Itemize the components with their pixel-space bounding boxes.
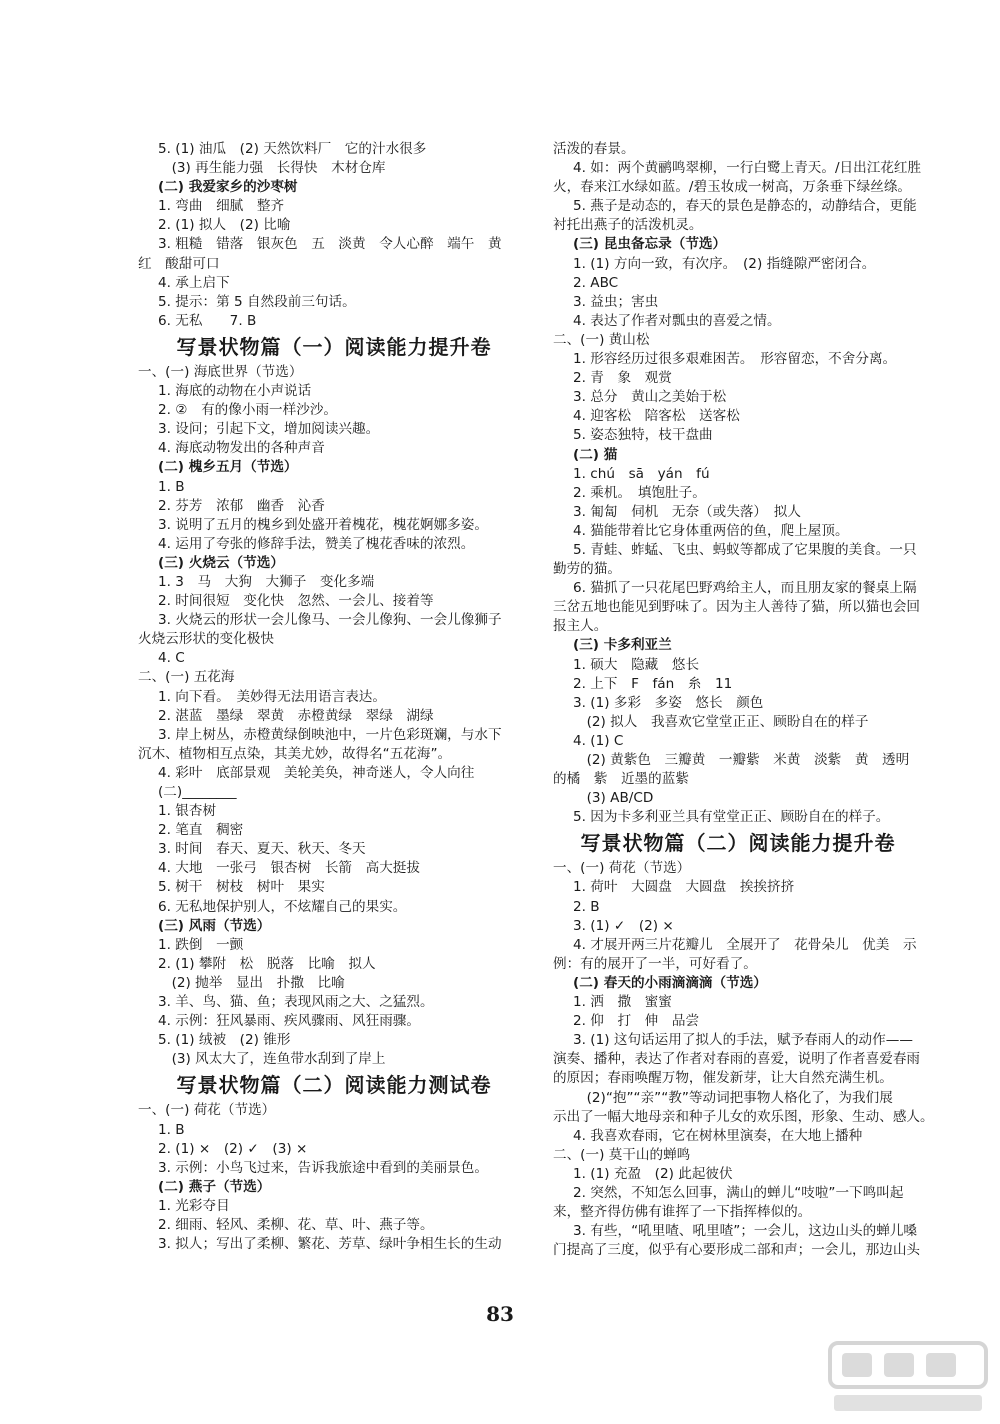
answer-line: 3. 匍匐 伺机 无奈（或失落） 拟人 <box>573 503 801 520</box>
answer-line: 4. 示例：狂风暴雨、疾风骤雨、风狂雨骤。 <box>158 1013 420 1030</box>
section-title: 写景状物篇（二）阅读能力测试卷 <box>176 1073 492 1098</box>
answer-line: 1. chú sā yán fú <box>573 465 710 482</box>
answer-line: (2)“抱”“亲”“教”等动词把事物人格化了，为我们展 <box>573 1089 893 1106</box>
answer-line: 2. (1) × (2) ✓ (3) × <box>158 1140 308 1157</box>
answer-line: 4. 迎客松 陪客松 送客松 <box>573 408 740 425</box>
answer-line: (3) 再生能力强 长得快 木材仓库 <box>158 160 386 177</box>
answer-line: 2. 芬芳 浓郁 幽香 沁香 <box>158 497 325 514</box>
answer-line: 3. 拟人；写出了柔柳、繁花、芳草、绿叶争相生长的生动 <box>158 1236 502 1253</box>
section-heading: 一、(一) 荷花（节选） <box>138 1102 276 1119</box>
answer-line: 沉木、植物相互点染，其美尤妙，故得名“五花海”。 <box>138 745 452 762</box>
answer-line: 2. B <box>573 898 600 915</box>
answer-line: 4. C <box>158 650 185 667</box>
section-heading: 二、(一) 五花海 <box>138 669 235 686</box>
answer-line: 1. 银杏树 <box>158 803 217 820</box>
answer-line: 活泼的春景。 <box>553 141 635 157</box>
answer-line: 火烧云形状的变化极快 <box>138 631 274 648</box>
section-heading: (三) 风雨（节选） <box>158 917 271 934</box>
answer-line: 5. 青蛙、蚱蜢、飞虫、蚂蚁等都成了它果腹的美食。一只 <box>573 541 917 558</box>
answer-line: 3. 粗糙 错落 银灰色 五 淡黄 令人心醉 端午 黄 <box>158 236 502 253</box>
answer-line: 4. 承上启下 <box>158 274 230 291</box>
answer-line: 4. 表达了作者对瓢虫的喜爱之情。 <box>573 312 781 329</box>
answer-line: 3. (1) ✓ (2) × <box>573 917 674 934</box>
answer-line: 4. 我喜欢春雨，它在树林里演奏，在大地上播种 <box>573 1127 863 1144</box>
answer-line: 3. 益虫；害虫 <box>573 293 659 310</box>
answer-line: 2. (1) 拟人 (2) 比喻 <box>158 217 291 234</box>
answer-line: 1. (1) 方向一致，有次序。 (2) 指缝隙严密闭合。 <box>573 255 876 272</box>
answer-line: 2. ABC <box>573 274 619 291</box>
section-heading: 一、(一) 海底世界（节选） <box>138 363 303 380</box>
answer-line: 6. 无私 7. B <box>158 312 257 329</box>
answer-line: 2. (1) 攀附 松 脱落 比喻 拟人 <box>158 955 376 972</box>
answer-line: 4. 大地 一张弓 银杏树 长箭 高大挺拔 <box>158 860 420 877</box>
answer-line: 3. 设问；引起下文，增加阅读兴趣。 <box>158 421 380 438</box>
section-heading: 一、(一) 荷花（节选） <box>553 860 691 877</box>
answer-line: 衬托出燕子的活泼机灵。 <box>553 217 703 234</box>
answer-line: 6. 无私地保护别人，不炫耀自己的果实。 <box>158 898 407 915</box>
answer-line: 1. 硕大 隐藏 悠长 <box>573 656 700 673</box>
answer-line: 4. 猫能带着比它身体重两倍的鱼，爬上屋顶。 <box>573 522 849 539</box>
answer-line: 火，春来江水绿如蓝。/碧玉妆成一树高，万条垂下绿丝绦。 <box>553 179 912 196</box>
answer-line: 红 酸甜可口 <box>138 255 220 272</box>
answer-line: 示出了一幅大地母亲和种子儿女的欢乐图，形象、生动、感人。 <box>553 1108 934 1125</box>
answer-line: 5. 提示：第 5 自然段前三句话。 <box>158 293 356 310</box>
answer-line: 例：有的展开了一半，可好看了。 <box>553 955 757 972</box>
answer-line: 1. (1) 充盈 (2) 此起彼伏 <box>573 1165 733 1182</box>
answer-line: 3. (1) 多彩 多姿 悠长 颜色 <box>573 694 764 711</box>
answer-line: 5. 燕子是动态的，春天的景色是静态的，动静结合，更能 <box>573 198 917 215</box>
answer-line: 6. 猫抓了一只花尾巴野鸡给主人，而且朋友家的餐桌上隔 <box>573 580 917 597</box>
left-column <box>138 140 530 1254</box>
answer-line: 三岔五地也能见到野味了。因为主人善待了猫，所以猫也会回 <box>553 599 921 616</box>
answer-line: 3. 说明了五月的槐乡到处盛开着槐花，槐花婀娜多姿。 <box>158 516 488 533</box>
section-heading: (二) 我爱家乡的沙枣树 <box>158 179 298 196</box>
answer-line: 1. 形容经历过很多艰难困苦。 形容留恋，不舍分离。 <box>573 351 897 368</box>
answer-line: 5. 树干 树枝 树叶 果实 <box>158 879 325 896</box>
answer-line: 3. 有些，“吼里喳、吼里喳”；一会儿，这边山头的蝉儿嗓 <box>573 1223 918 1240</box>
answer-line: 1. 向下看。 美妙得无法用语言表达。 <box>158 688 386 705</box>
answer-line: 的橘 紫 近墨的蓝紫 <box>553 771 689 788</box>
answer-line: 1. 洒 撒 蜜蜜 <box>573 994 672 1011</box>
answer-line: 2. 时间很短 变化快 忽然、一会儿、接着等 <box>158 593 434 610</box>
answer-line: 报主人。 <box>553 618 608 635</box>
section-heading: (二) 春天的小雨滴滴滴（节选） <box>573 974 767 991</box>
section-heading: (三) 昆虫备忘录（节选） <box>573 236 727 253</box>
answer-line: 演奏、播种，表达了作者对春雨的喜爱，说明了作者喜爱春雨 <box>553 1051 921 1068</box>
section-heading: (二) 猫 <box>573 446 618 463</box>
answer-line: 4. 运用了夸张的修辞手法，赞美了槐花香味的浓烈。 <box>158 535 475 552</box>
answer-line: (3) 风太大了，连鱼带水刮到了岸上 <box>158 1051 386 1068</box>
answer-line: 门提高了三度，似乎有心要形成二部和声；一会儿，那边山头 <box>553 1242 921 1259</box>
answer-line: (2) 抛举 显出 扑撒 比喻 <box>158 974 345 991</box>
answer-line: 3. 总分 黄山之美始于松 <box>573 389 727 406</box>
answer-line: (3) AB/CD <box>573 790 654 807</box>
answer-line: 2. ② 有的像小雨一样沙沙。 <box>158 402 338 419</box>
answer-line: 2. 突然，不知怎么回事，满山的蝉儿“吱啦”一下鸣叫起 <box>573 1184 904 1201</box>
right-column <box>553 140 934 1260</box>
answer-line: 3. 岸上树丛，赤橙黄绿倒映池中，一片色彩斑斓，与水下 <box>158 726 502 743</box>
answer-line: 3. (1) 这句话运用了拟人的手法，赋予春雨人的动作—— <box>573 1032 913 1049</box>
answer-line: 2. 笔直 稠密 <box>158 822 244 839</box>
answer-line: 2. 湛蓝 墨绿 翠黄 赤橙黄绿 翠绿 湖绿 <box>158 707 434 724</box>
answer-line: 1. B <box>158 1121 185 1138</box>
answer-line: 1. B <box>158 478 185 495</box>
answer-line: 勤劳的猫。 <box>553 561 621 578</box>
section-title: 写景状物篇（一）阅读能力提升卷 <box>176 334 492 359</box>
answer-line: 1. 光彩夺目 <box>158 1197 230 1214</box>
answer-line: 5. (1) 绒被 (2) 锥形 <box>158 1032 291 1049</box>
answer-line: 4. (1) C <box>573 732 624 749</box>
answer-line: 2. 上下 F fán 糸 11 <box>573 675 733 692</box>
answer-line: 1. 3 马 大狗 大狮子 变化多端 <box>158 573 375 590</box>
answer-line: 1. 跌倒 一颤 <box>158 936 244 953</box>
answer-line: 4. 海底动物发出的各种声音 <box>158 440 325 457</box>
answer-line: 5. 姿态独特，枝干盘曲 <box>573 427 713 444</box>
section-title: 写景状物篇（二）阅读能力提升卷 <box>580 831 896 856</box>
section-heading: 二、(一) 黄山松 <box>553 331 650 348</box>
answer-line: 2. 青 象 观赏 <box>573 370 672 387</box>
section-heading: 二、(一) 莫干山的蝉鸣 <box>553 1146 691 1163</box>
answer-line: 2. 仰 打 伸 品尝 <box>573 1013 700 1030</box>
section-heading: (二) 燕子（节选） <box>158 1178 271 1195</box>
answer-line: (二)________ <box>158 784 237 800</box>
answer-line: 来，整齐得仿佛有谁挥了一下指挥棒似的。 <box>553 1204 812 1221</box>
answer-line: 3. 时间 春天、夏天、秋天、冬天 <box>158 841 366 858</box>
answer-line: (2) 黄紫色 三瓣黄 一瓣紫 米黄 淡紫 黄 透明 <box>573 752 910 768</box>
answer-line: 4. 彩叶 底部景观 美轮美奂，神奇迷人，令人向往 <box>158 764 475 781</box>
answer-line: 1. 海底的动物在小声说话 <box>158 383 312 400</box>
answer-line: 3. 羊、鸟、猫、鱼；表现风雨之大、之猛烈。 <box>158 994 434 1011</box>
section-heading: (二) 槐乡五月（节选） <box>158 459 298 476</box>
section-heading: (三) 卡多利亚兰 <box>573 637 672 654</box>
answer-line: 1. 荷叶 大圆盘 大圆盘 挨挨挤挤 <box>573 879 795 896</box>
answer-line: 4. 如：两个黄鹂鸣翠柳，一行白鹭上青天。/日出江花红胜 <box>573 160 922 177</box>
answer-line: 5. 因为卡多利亚兰具有堂堂正正、顾盼自在的样子。 <box>573 809 890 826</box>
section-heading: (三) 火烧云（节选） <box>158 554 284 571</box>
answer-line: 的原因；春雨唤醒万物，催发新芽，让大自然充满生机。 <box>553 1070 893 1087</box>
answer-line: (2) 拟人 我喜欢它堂堂正正、顾盼自在的样子 <box>573 713 869 730</box>
answer-line: 1. 弯曲 细腻 整齐 <box>158 198 285 215</box>
answer-line: 5. (1) 油瓜 (2) 天然饮料厂 它的汁水很多 <box>158 141 427 157</box>
answer-line: 3. 火烧云的形状一会儿像马、一会儿像狗、一会儿像狮子 <box>158 612 502 629</box>
watermark-logo <box>828 1341 988 1416</box>
answer-line: 2. 乘机。 填饱肚子。 <box>573 484 706 501</box>
answer-line: 4. 才展开两三片花瓣儿 全展开了 花骨朵儿 优美 示 <box>573 936 917 953</box>
page-number: 83 <box>486 1302 514 1326</box>
answer-line: 3. 示例：小鸟飞过来，告诉我旅途中看到的美丽景色。 <box>158 1159 488 1176</box>
answer-line: 2. 细雨、轻风、柔柳、花、草、叶、燕子等。 <box>158 1216 434 1233</box>
